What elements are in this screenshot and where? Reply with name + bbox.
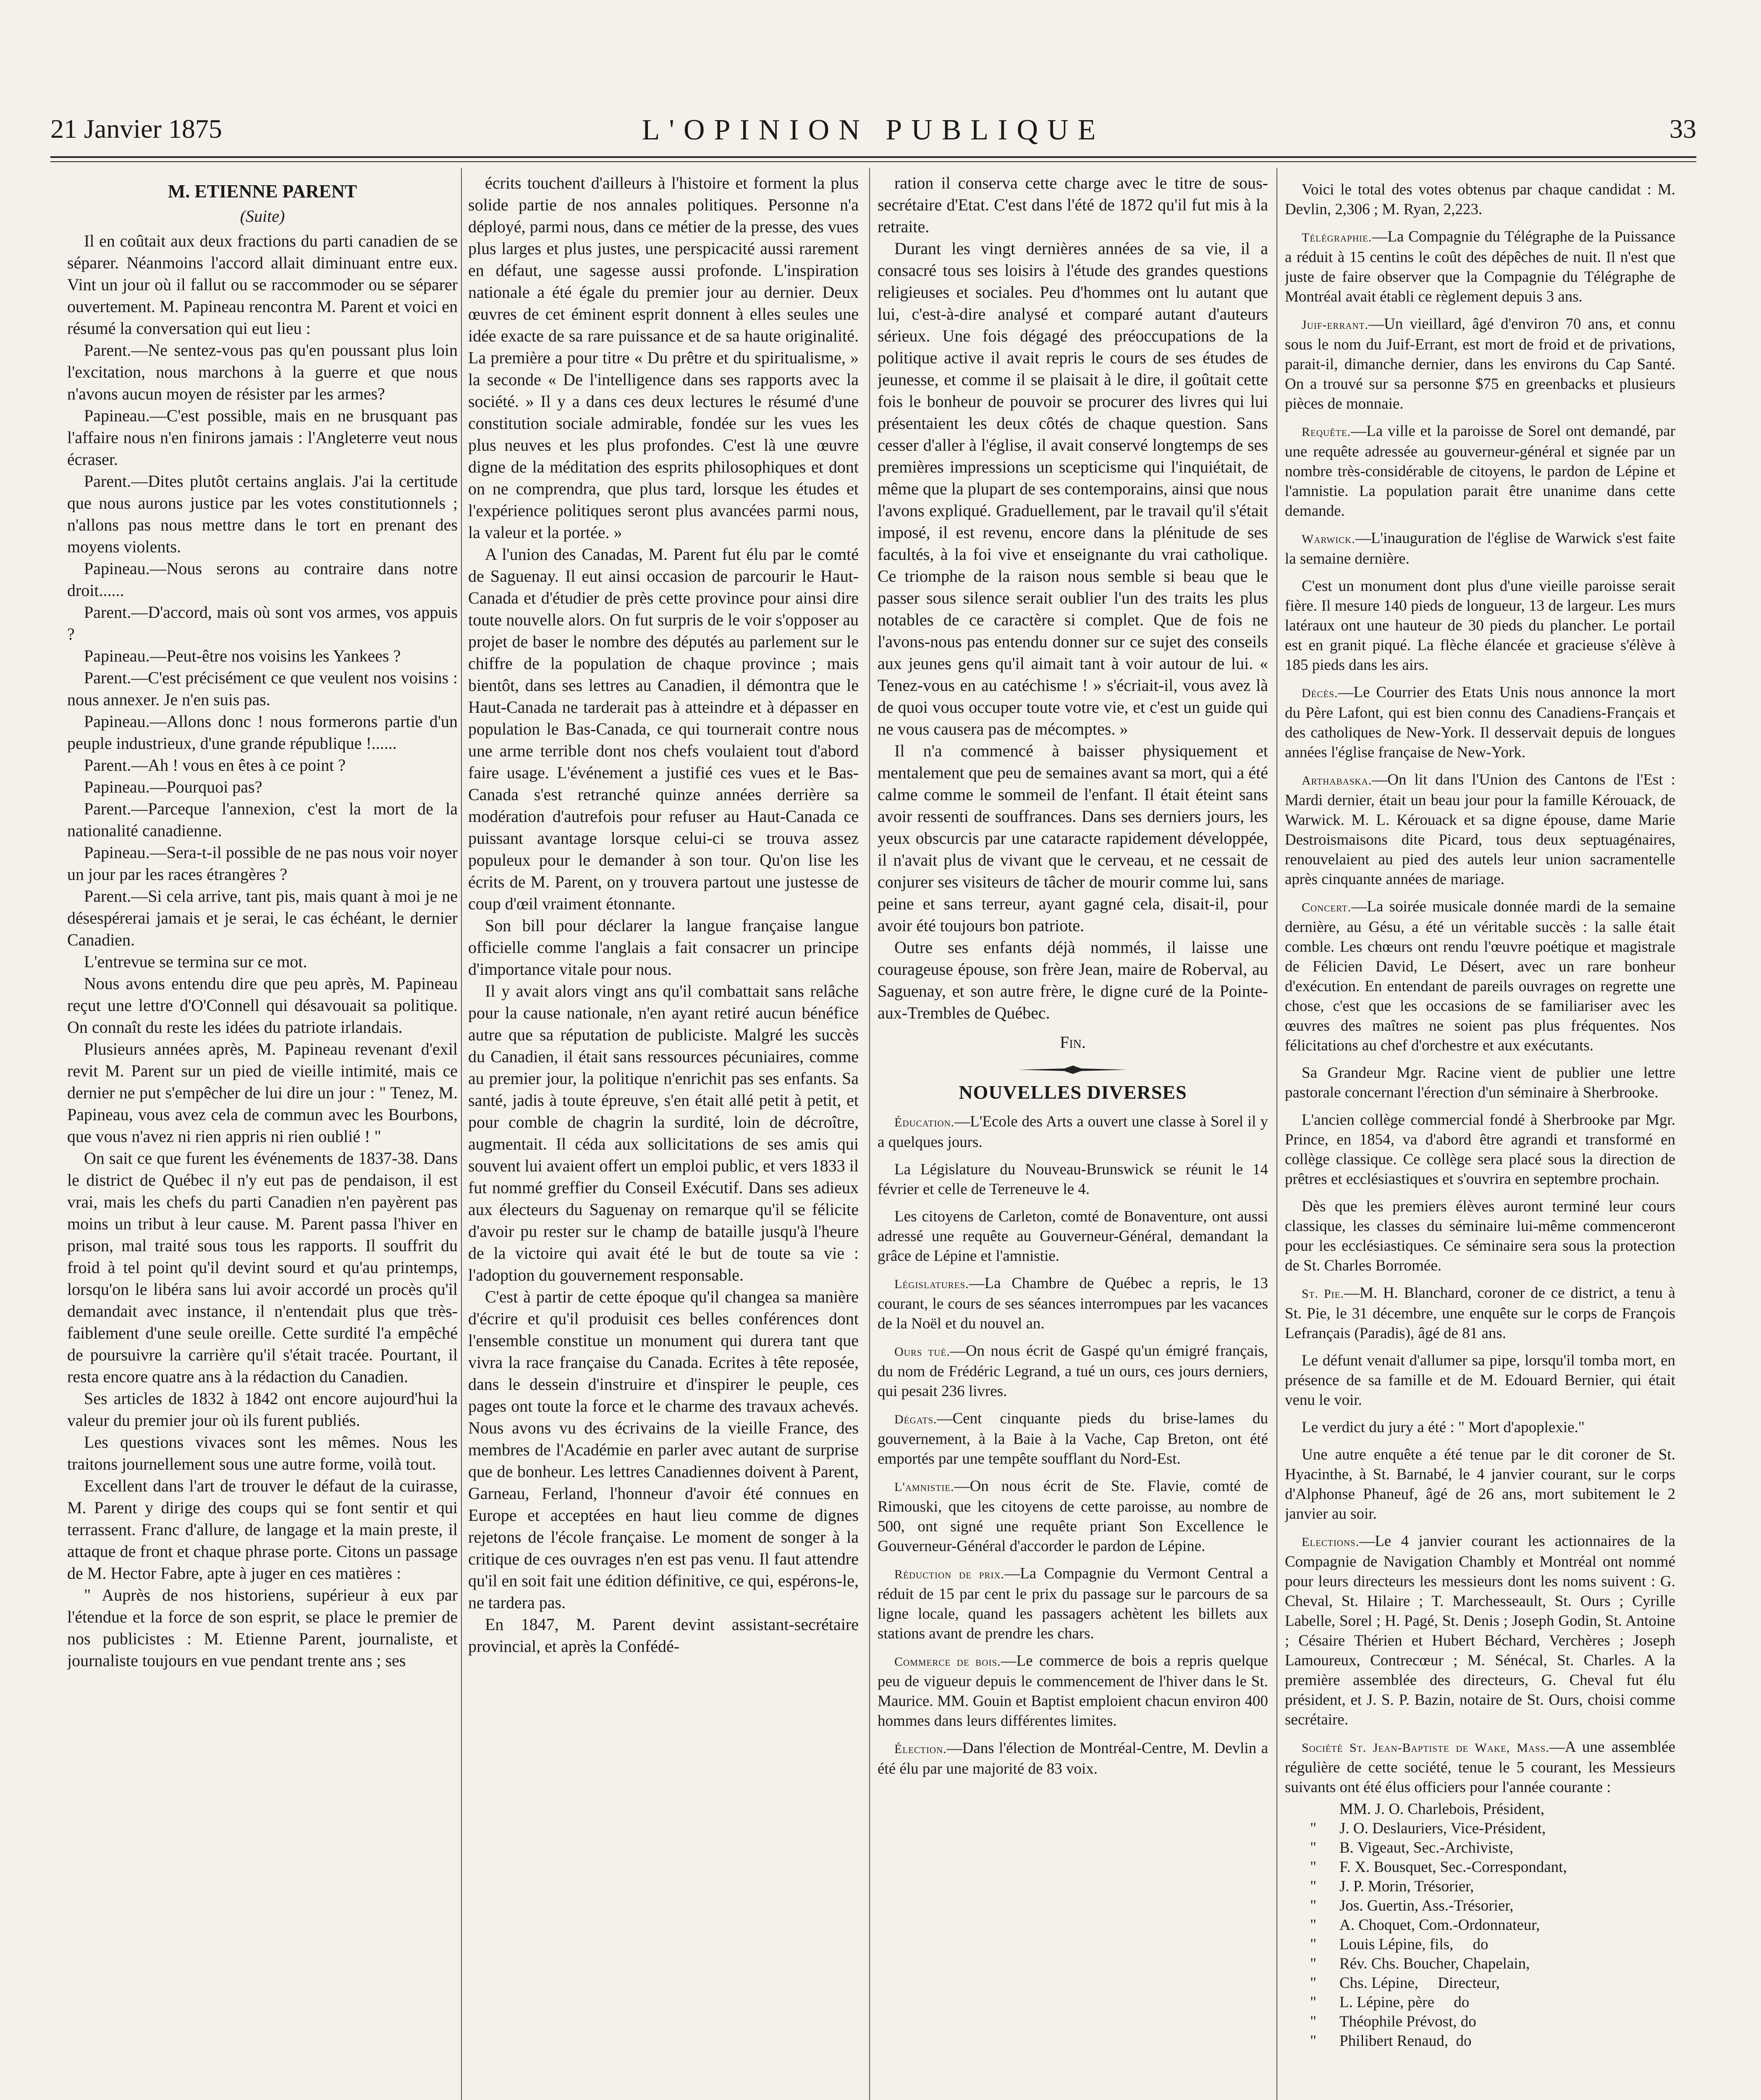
newspaper-title: L'OPINION PUBLIQUE [642, 114, 1105, 146]
news-item-text: Le verdict du jury a été : " Mort d'apoplexie." [1302, 1419, 1585, 1436]
paragraph: Excellent dans l'art de trouver le défaut de la cuirasse, M. Parent y dirige des coups qui se font sentir et qui terrassent. Franc d'allure, de langage et la main preste, il attaque de front et chaque phrase porte. Citons un passage de M. Hector Fabre, apte à juger en ces matières : [67, 1476, 458, 1583]
news-item-text: —L'inauguration de l'église de Warwick s'est faite la semaine dernière. [1285, 530, 1675, 567]
officer-row [1285, 1916, 1675, 1935]
paragraph: Papineau.—Peut-être nos voisins les Yankees ? [84, 646, 401, 665]
news-item [878, 1160, 1268, 1199]
officers-list [1285, 1800, 1675, 2051]
paragraph: Parent.—Si cela arrive, tant pis, mais quant à moi je ne désespérerai jamais et je serai, le cas échéant, le dernier Canadien. [67, 887, 458, 949]
paragraph: Papineau.—Pourquoi pas? [84, 777, 262, 796]
news-item-keyword: Juif-errant. [1302, 318, 1369, 332]
paragraph: Papineau.—C'est possible, mais en ne brusquant pas l'affaire nous n'en finirons jamais : l'Angleterre veut nous écraser. [67, 406, 458, 469]
header-rule [50, 156, 1696, 158]
news-item-text: —Le commerce de bois a repris quelque peu de vigueur depuis le commencement de l'hiver dans le St. Maurice. MM. Gouin et Baptist emploient chacun environ 400 hommes dans leurs différentes limites. [878, 1652, 1268, 1730]
officer-row [1285, 1819, 1675, 1838]
news-item-keyword: Warwick. [1302, 532, 1355, 546]
news-item [1285, 1110, 1675, 1189]
news-item [878, 1564, 1268, 1643]
ditto-mark: " [1310, 2013, 1317, 2030]
news-item-keyword: Dégats. [894, 1412, 937, 1426]
news-item [878, 1273, 1268, 1334]
news-item [1285, 1351, 1675, 1410]
officer-row [1285, 1858, 1675, 1877]
news-item-keyword: Elections. [1302, 1535, 1360, 1549]
column-3 [878, 172, 1268, 2100]
officer-name: Philibert Renaud, do [1339, 2032, 1472, 2050]
news-item-keyword: L'amnistie. [894, 1480, 954, 1494]
news-items-continued [1285, 180, 1675, 1797]
officer-row [1285, 1935, 1675, 1954]
paragraph: C'est à partir de cette époque qu'il changea sa manière d'écrire et qu'il produisit ces belles conférences dont l'ensemble constitue un monument qui durera tant que vivra la race française du Canada. Ecrites à tête reposée, dans le dessein d'instruire et d'inspirer le peuple, ces pages ont toute la force et le charme des travaux achevés. Nous avons vu des écrivains de la vieille France, des membres de l'Académie en parler avec autant de surprise que de bonheur. Les lettres Canadiennes doivent à Parent, Garneau, Ferland, l'honneur d'avoir été connues en Europe et acceptées en haut lieu comme de dignes rejetons de l'école française. Le moment de songer à la critique de ces ouvrages n'en est pas venu. Il faut attendre qu'il en soit fait une édition définitive, ce qui, espérons-le, ne tardera pas. [468, 1287, 859, 1612]
news-item [1285, 1418, 1675, 1437]
paragraph: Papineau.—Sera-t-il possible de ne pas nous voir noyer un jour par les races étrangères ? [67, 843, 458, 884]
news-item-keyword: Télégraphie. [1302, 231, 1372, 244]
news-item-keyword: Commerce de bois. [894, 1655, 1001, 1669]
news-item-text: —La Chambre de Québec a repris, le 13 courant, le cours de ses séances interrompues par les vacances de la Noël et du nouvel an. [878, 1275, 1268, 1332]
officer-name: B. Vigeaut, Sec.-Archiviste, [1339, 1839, 1514, 1856]
paragraph: Parent.—Ne sentez-vous pas qu'en poussant plus loin l'excitation, nous marchons à la guerre et que nous n'avons aucun moyen de résister par les armes? [67, 341, 458, 403]
column-divider [461, 168, 462, 2100]
officer-row [1285, 2012, 1675, 2032]
column-1 [67, 172, 458, 2100]
paragraph: Parent.—D'accord, mais où sont vos armes, vos appuis ? [67, 603, 458, 643]
news-item-text: La Législature du Nouveau-Brunswick se réunit le 14 février et celle de Terreneuve le 4. [878, 1161, 1268, 1198]
news-item-keyword: Requête. [1302, 425, 1351, 439]
paragraph: Il n'a commencé à baisser physiquement et mentalement que peu de semaines avant sa mort, qui a été calme comme le sommeil de l'enfant. Il était éteint sans avoir ressenti de souffrances. Dans ses derniers jours, les yeux obscurcis par une cataracte rapidement développée, il n'avait plus de vivant que le cerveau, et ne cessait de conjurer ses visiteurs de tâcher de mourir comme lui, sans peine et sans terreur, ayant gagné cela, disait-il, pour avoir été toujours bon patriote. [878, 741, 1268, 935]
officer-name: A. Choquet, Com.-Ordonnateur, [1339, 1916, 1540, 1934]
officer-name: Théophile Prévost, do [1339, 2013, 1476, 2030]
ditto-mark: " [1310, 1820, 1317, 1837]
article-end-mark: Fin. [1060, 1033, 1086, 1052]
news-item [878, 1207, 1268, 1266]
paragraph: L'entrevue se termina sur ce mot. [84, 952, 307, 971]
ditto-mark: " [1310, 1839, 1317, 1856]
news-item [1285, 180, 1675, 219]
news-item-text: Voici le total des votes obtenus par chaque candidat : M. Devlin, 2,306 ; M. Ryan, 2,223. [1285, 181, 1675, 218]
officer-row [1285, 1974, 1675, 1993]
news-item-text: Une autre enquête a été tenue par le dit coroner de St. Hyacinthe, à St. Barnabé, le 4 janvier courant, sur le corps d'Alphonse Phaneuf, âgé de 26 ans, mort subitement le 2 janvier au soir. [1285, 1446, 1675, 1522]
news-item-text: Sa Grandeur Mgr. Racine vient de publier une lettre pastorale concernant l'érection d'un séminaire à Sherbrooke. [1285, 1064, 1675, 1101]
column-4 [1285, 172, 1675, 2100]
ditto-mark: " [1310, 1994, 1317, 2011]
paragraph: Son bill pour déclarer la langue française langue officielle comme l'anglais a fait consacrer un principe d'importance vitale pour nous. [468, 916, 859, 979]
news-item [878, 1651, 1268, 1731]
news-item-text: —L'Ecole des Arts a ouvert une classe à Sorel il y a quelques jours. [878, 1113, 1268, 1151]
officer-name: L. Lépine, père do [1339, 1994, 1470, 2011]
paragraph: " Auprès de nos historiens, supérieur à eux par l'étendue et la force de son esprit, se place le premier de nos publicistes : M. Etienne Parent, journaliste, et journaliste toujours en vue pendant trente ans ; ses [67, 1586, 458, 1670]
news-item-text: —Le 4 janvier courant les actionnaires de la Compagnie de Navigation Chambly et Montréal ont nommé pour leurs directeurs les messieurs dont les noms suivent : G. Cheval, St. Hilaire ; T. Marchesseault, St. Ours ; Cyrille Labelle, Sorel ; H. Pagé, St. Denis ; Joseph Godin, St. Antoine ; Césaire Thérien et Hubert Béchard, Verchères ; Joseph Lamoureux, Contrecœur ; M. Sénécal, St. Charles. A la première assemblée des directeurs, G. Cheval fut élu président, et J. S. P. Bazin, notaire de St. Ours, choisi comme secrétaire. [1285, 1533, 1675, 1728]
paragraph: Parent.—Ah ! vous en êtes à ce point ? [84, 756, 346, 774]
paragraph: Il en coûtait aux deux fractions du parti canadien de se séparer. Néanmoins l'accord allait diminuant entre eux. Vint un jour où il fallut ou se raccommoder ou se séparer ouvertement. M. Papineau rencontra M. Parent et voici en résumé la conversation qui eut lieu : [67, 231, 458, 338]
officer-name: J. O. Deslauriers, Vice-Président, [1339, 1820, 1546, 1837]
news-item-text: —Un vieillard, âgé d'environ 70 ans, et connu sous le nom du Juif-Errant, est mort de froid et de privations, parait-il, dimanche dernier, dans les environs du Cap Santé. On a trouvé sur sa personne $75 en greenbacks et plusieurs pièces de monnaie. [1285, 315, 1675, 412]
news-item [1285, 227, 1675, 307]
news-item [878, 1409, 1268, 1469]
officer-name: Rév. Chs. Boucher, Chapelain, [1339, 1955, 1530, 1972]
news-section-title: NOUVELLES DIVERSES [959, 1082, 1187, 1103]
paragraph: écrits touchent d'ailleurs à l'histoire et forment la plus solide partie de nos annales politiques. Personne n'a déployé, parmi nous, dans ce métier de la presse, des vues plus larges et plus justes, une perspicacité aussi rarement en défaut, une sagesse aussi profonde. L'inspiration nationale a été égale du premier jour au dernier. Deux œuvres de cet éminent esprit donnent à elles seules une idée exacte de sa rare puissance et de sa haute originalité. La première a pour titre « Du prêtre et du spiritualisme, » la seconde « De l'intelligence dans ses rapports avec la société. » Il y a dans ces deux lectures le résumé d'une constitution sociale admirable, fondée sur les vues les plus neuves et les plus profondes. C'est là une œuvre digne de la méditation des esprits philosophiques et dont on ne comprendra, que plus tard, lorsque les études et l'expérience politiques seront plus avancées parmi nous, la valeur et la portée. » [468, 173, 859, 542]
news-item [878, 1112, 1268, 1152]
paragraph: Plusieurs années après, M. Papineau revenant d'exil revit M. Parent sur un pied de vieille intimité, mais ce dernier ne put s'empêcher de lui dire un jour : " Tenez, M. Papineau, vous avez cela de commun avec les Bourbons, que vous n'avez ni rien appris ni rien oublié ! " [67, 1040, 458, 1146]
news-item-keyword: Éducation. [894, 1116, 955, 1129]
news-item-text: Dès que les premiers élèves auront terminé leur cours classique, les classes du séminaire lui-même commenceront pour les ecclésiastiques. Ce séminaire sera sous la protection de St. Charles Borromée. [1285, 1198, 1675, 1274]
header-rule-thin [50, 161, 1696, 162]
news-item-keyword: Concert. [1302, 900, 1352, 914]
news-item [1285, 897, 1675, 1055]
ditto-mark: " [1310, 1858, 1317, 1876]
news-item-text: Le défunt venait d'allumer sa pipe, lorsqu'il tomba mort, en présence de sa famille et de M. Edouard Bernier, qui était venu le voir. [1285, 1352, 1675, 1409]
paragraph: Les questions vivaces sont les mêmes. Nous les traitons journellement sous une autre forme, voilà tout. [67, 1433, 458, 1473]
news-item-text: —Dans l'élection de Montréal-Centre, M. Devlin a été élu par une majorité de 83 voix. [878, 1740, 1268, 1777]
column-divider [869, 168, 870, 2100]
news-item-text: —La soirée musicale donnée mardi de la semaine dernière, au Gésu, a été un véritable succès : la salle était comble. Les chœurs ont rendu l'œuvre poétique et magistrale de Félicien David, Le Désert, avec un rare bonheur d'exécution. En entendant de pareils ouvrages on regrette une chose, c'est que les occasions de se familiariser avec les œuvres des maîtres ne soient pas plus fréquentes. Nos félicitations au chef d'orchestre et aux exécutants. [1285, 898, 1675, 1054]
page-number: 33 [1669, 114, 1696, 144]
news-item-keyword: Décès. [1302, 686, 1338, 700]
paragraph: Outre ses enfants déjà nommés, il laisse une courageuse épouse, son frère Jean, maire de Roberval, au Saguenay, et son autre frère, le digne curé de la Pointe-aux-Trembles de Québec. [878, 938, 1268, 1022]
news-item-text: L'ancien collège commercial fondé à Sherbrooke par Mgr. Prince, en 1854, va d'abord être agrandi et transformé en collège classique. Ce collège sera placé sous la direction de prêtres et ecclésiastiques et s'ouvrira en septembre prochain. [1285, 1111, 1675, 1188]
officer-name: F. X. Bousquet, Sec.-Correspondant, [1339, 1858, 1567, 1876]
news-item-text: C'est un monument dont plus d'une vieille paroisse serait fière. Il mesure 140 pieds de longueur, 13 de largeur. Les murs latéraux ont une hauteur de 30 pieds du plancher. Le portail est en granit piqué. La flèche élancée et gracieuse s'élève à 185 pieds dans les airs. [1285, 578, 1675, 674]
news-item-text: —La Compagnie du Vermont Central a réduit de 15 par cent le prix du passage sur le parcours de sa ligne locale, quand les passagers achètent les billets aux stations avant de prendre les chars. [878, 1565, 1268, 1642]
officer-name: Jos. Guertin, Ass.-Trésorier, [1339, 1897, 1514, 1914]
paragraph: Nous avons entendu dire que peu après, M. Papineau reçut une lettre d'O'Connell qui désavouait sa politique. On connaît du reste les idées du patriote irlandais. [67, 974, 458, 1037]
article-body-continued [468, 172, 859, 1657]
paragraph: Papineau.—Nous serons au contraire dans notre droit...... [67, 559, 458, 600]
news-item [1285, 1737, 1675, 1797]
paragraph: Parent.—C'est précisément ce que veulent nos voisins : nous annexer. Je n'en suis pas. [67, 668, 458, 709]
news-item-text: —On lit dans l'Union des Cantons de l'Est : Mardi dernier, était un beau jour pour la famille Kérouack, de Warwick. M. L. Kérouack et sa digne épouse, dame Marie Destroismaisons dite Picard, tous deux septuagénaires, renouvelaient au pied des autels leur union sacramentelle après cinquante années de mariage. [1285, 771, 1675, 888]
officer-row [1285, 2032, 1675, 2051]
news-item-keyword: Société St. Jean-Baptiste de Wake, Mass. [1302, 1741, 1549, 1755]
news-item [1285, 1531, 1675, 1730]
ditto-mark: " [1310, 1897, 1317, 1914]
news-item [1285, 1063, 1675, 1102]
officer-row [1285, 1896, 1675, 1916]
ditto-mark: " [1310, 1916, 1317, 1934]
news-item-keyword: Réduction de prix. [894, 1567, 1005, 1581]
news-item [1285, 528, 1675, 569]
paragraph: ration il conserva cette charge avec le titre de sous-secrétaire d'Etat. C'est dans l'été de 1872 qu'il fut mis à la retraite. [878, 173, 1268, 236]
article-body [67, 230, 458, 1672]
news-item-text: —La ville et la paroisse de Sorel ont demandé, par une requête adressée au gouverneur-général et signée par un nombre très-considérable de citoyens, le pardon de Lépine et l'amnistie. La population parait être unanime dans cette demande. [1285, 423, 1675, 520]
news-item [1285, 421, 1675, 521]
ditto-mark: " [1310, 2032, 1317, 2050]
news-item [1285, 1197, 1675, 1276]
news-item-keyword: Législatures. [894, 1277, 969, 1291]
news-item-keyword: St. Pie. [1302, 1287, 1344, 1301]
news-item-text: —La Compagnie du Télégraphe de la Puissance a réduit à 15 centins le coût des dépêches de nuit. Il n'est que juste de faire observer que la Compagnie du Télégraphe de Montréal avait établi ce règlement depuis 3 ans. [1285, 228, 1675, 305]
paragraph: Il y avait alors vingt ans qu'il combattait sans relâche pour la cause nationale, n'en ayant retiré aucun bénéfice autre que sa réputation de publiciste. Malgré les succès du Canadien, il était sans ressources pécuniaires, comme au premier jour, la politique n'enrichit pas ses enfants. Sa santé, jadis à toute épreuve, s'en était allé petit à petit, et pour comble de chagrin la surdité, loin de décroître, augmentait. Il céda aux sollicitations de ses amis qui souvent lui avaient offert un emploi public, et vers 1833 il fut nommé greffier du Conseil Exécutif. Dans ses adieux aux électeurs du Saguenay on remarque qu'il se félicite d'avoir pu rester sur le champ de bataille jusqu'à l'heure de la victoire qui avait été le but de toute sa vie : l'adoption du gouvernement responsable. [468, 982, 859, 1284]
news-item [878, 1341, 1268, 1401]
news-item [1285, 314, 1675, 414]
paragraph: En 1847, M. Parent devint assistant-secrétaire provincial, et après la Confédé- [468, 1615, 859, 1656]
column-divider [1276, 168, 1277, 2100]
news-item [1285, 682, 1675, 762]
paragraph: Ses articles de 1832 à 1842 ont encore aujourd'hui la valeur du premier jour où ils furent publiés. [67, 1389, 458, 1430]
news-item-keyword: Arthabaska. [1302, 774, 1372, 788]
news-item [878, 1738, 1268, 1779]
officer-name: Louis Lépine, fils, do [1339, 1936, 1488, 1953]
issue-date: 21 Janvier 1875 [50, 114, 222, 144]
paragraph: Papineau.—Allons donc ! nous formerons partie d'un peuple industrieux, d'une grande république !...... [67, 712, 458, 753]
news-item-text: —On nous écrit de Ste. Flavie, comté de Rimouski, que les citoyens de cette paroisse, au nombre de 500, ont signé une requête priant Son Excellence le Gouverneur-Général d'accorder le pardon de Lépine. [878, 1478, 1268, 1555]
officer-name: J. P. Morin, Trésorier, [1339, 1878, 1474, 1895]
news-item [1285, 1283, 1675, 1343]
article-subtitle: (Suite) [240, 207, 285, 226]
news-item-text: —M. H. Blanchard, coroner de ce district, a tenu à St. Pie, le 31 décembre, une enquête sur le corps de François Lefrançais (Paradis), âgé de 81 ans. [1285, 1284, 1675, 1342]
ditto-mark: " [1310, 1974, 1317, 1992]
paragraph: Parent.—Parceque l'annexion, c'est la mort de la nationalité canadienne. [67, 799, 458, 840]
news-item-text: —Le Courrier des Etats Unis nous annonce la mort du Père Lafont, qui est bien connu des Canadiens-Français et des catholiques de New-York. Il desservait depuis de longues années l'église française de New-York. [1285, 684, 1675, 761]
news-item [1285, 576, 1675, 675]
ditto-mark: " [1310, 1878, 1317, 1895]
news-item-keyword: Ours tué. [894, 1345, 950, 1359]
news-item-text: —A une assemblée régulière de cette société, tenue le 5 courant, les Messieurs suivants ont été élus officiers pour l'année courante : [1285, 1738, 1675, 1796]
officer-row [1285, 1877, 1675, 1896]
officer-row [1285, 1993, 1675, 2012]
ditto-mark: " [1310, 1936, 1317, 1953]
article-body-end [878, 172, 1268, 1024]
news-item-keyword: Élection. [894, 1742, 947, 1756]
news-item [878, 1476, 1268, 1556]
paragraph: A l'union des Canadas, M. Parent fut élu par le comté de Saguenay. Il eut ainsi occasion de parcourir le Haut-Canada et d'étudier de près cette province pour ainsi dire toute nouvelle alors. On fut surpris de le voir s'opposer au projet de baser le nombre des députés au parlement sur le chiffre de la population de chaque province ; mais bientôt, dans ses lettres au Canadien, il démontra que le Haut-Canada ne tarderait pas à atteindre et à dépasser en population le Bas-Canada, ce qui tournerait contre nous une arme terrible dont nos chefs voulaient tout d'abord faire usage. L'événement a justifié ces vues et le Bas-Canada s'est retranché quinze années derrière sa modération d'autrefois pour refuser au Haut-Canada ce puissant avantage lorsque celui-ci se trouva assez populeux pour le demander à son tour. Qu'on lise les écrits de M. Parent, on y trouvera partout une justesse de coup d'œil vraiment étonnante. [468, 545, 859, 913]
article-title: M. ETIENNE PARENT [168, 181, 357, 202]
officer-row [1285, 1800, 1675, 1819]
paragraph: Parent.—Dites plutôt certains anglais. J'ai la certitude que nous aurons justice par les votes constitutionnels ; n'allons pas nous mettre dans le tort en prenant des moyens violents. [67, 472, 458, 556]
ditto-mark: " [1310, 1955, 1317, 1972]
officer-row [1285, 1954, 1675, 1974]
news-item-text: Les citoyens de Carleton, comté de Bonaventure, ont aussi adressé une requête au Gouverneur-Général, demandant la grâce de Lépine et l'amnistie. [878, 1208, 1268, 1265]
officer-name: Chs. Lépine, Directeur, [1339, 1974, 1500, 1992]
officer-row [1285, 1838, 1675, 1858]
news-item-text: —Cent cinquante pieds du brise-lames du gouvernement, à la Baie à la Vache, Cap Breton, ont été emportés par une tempête soufflant du Nord-Est. [878, 1410, 1268, 1467]
news-item-text: —On nous écrit de Gaspé qu'un émigré français, du nom de Frédéric Legrand, a tué un ours, ces jours derniers, qui pesait 236 livres. [878, 1342, 1268, 1400]
paragraph: Durant les vingt dernières années de sa vie, il a consacré tous ses loisirs à l'étude des grandes questions religieuses et sociales. Peu d'hommes ont lu autant que lui, c'est-à-dire analysé et comparé autant d'auteurs sérieux. Une fois dégagé des préoccupations de la politique active il avait repris le cours de ses études de jeunesse, et comme il se plaisait à le dire, il goûtait cette fois le bonheur de pouvoir se procurer des livres qui lui présentaient les deux côtés de chaque question. Sans cesser d'aller à l'église, il avait conservé longtemps de ses premières impressions un scepticisme qui l'inquiétait, de même que la plupart de ses contemporains, ainsi que nous l'avons expliqué. Graduellement, par le travail qu'il s'était imposé, il est revenu, encore dans la plénitude de ses facultés, à la foi vive et enseignante du vrai catholique. Ce triomphe de la raison nous semble si beau que le passer sous silence serait oublier l'un des traits les plus notables de ce caractère si complet. Que de fois ne l'avons-nous pas entendu donner sur ce sujet des conseils aux jeunes gens qu'il aimait tant à voir autour de lui. « Tenez-vous en au catéchisme ! » s'écriait-il, vous avez là de quoi vous occuper toute votre vie, et c'est un guide qui ne vous causera pas de mécomptes. » [878, 239, 1268, 738]
news-items [878, 1112, 1268, 1779]
news-item [1285, 770, 1675, 889]
officer-name: MM. J. O. Charlebois, Président, [1339, 1801, 1545, 1818]
ornament-divider-icon [878, 1065, 1268, 1077]
paragraph: On sait ce que furent les événements de 1837-38. Dans le district de Québec il n'y eut pas de pendaison, il est vrai, mais les chefs du parti Canadien n'en payèrent pas moins un tribut à leur cause. M. Parent passa l'hiver en prison, mal traité sous tous les rapports. Il souffrit du froid à tel point qu'il devint sourd et qu'au printemps, lorsqu'on le libéra sans lui avoir accordé un procès qu'il demandait avec instance, il n'entendait plus que très-faiblement d'une seule oreille. Cette surdité l'a empêché de poursuivre la carrière qu'il s'était tracée. Pourtant, il resta encore quatre ans à la rédaction du Canadien. [67, 1149, 458, 1386]
column-2 [468, 172, 859, 2100]
news-item [1285, 1445, 1675, 1524]
page-header [50, 113, 1696, 151]
